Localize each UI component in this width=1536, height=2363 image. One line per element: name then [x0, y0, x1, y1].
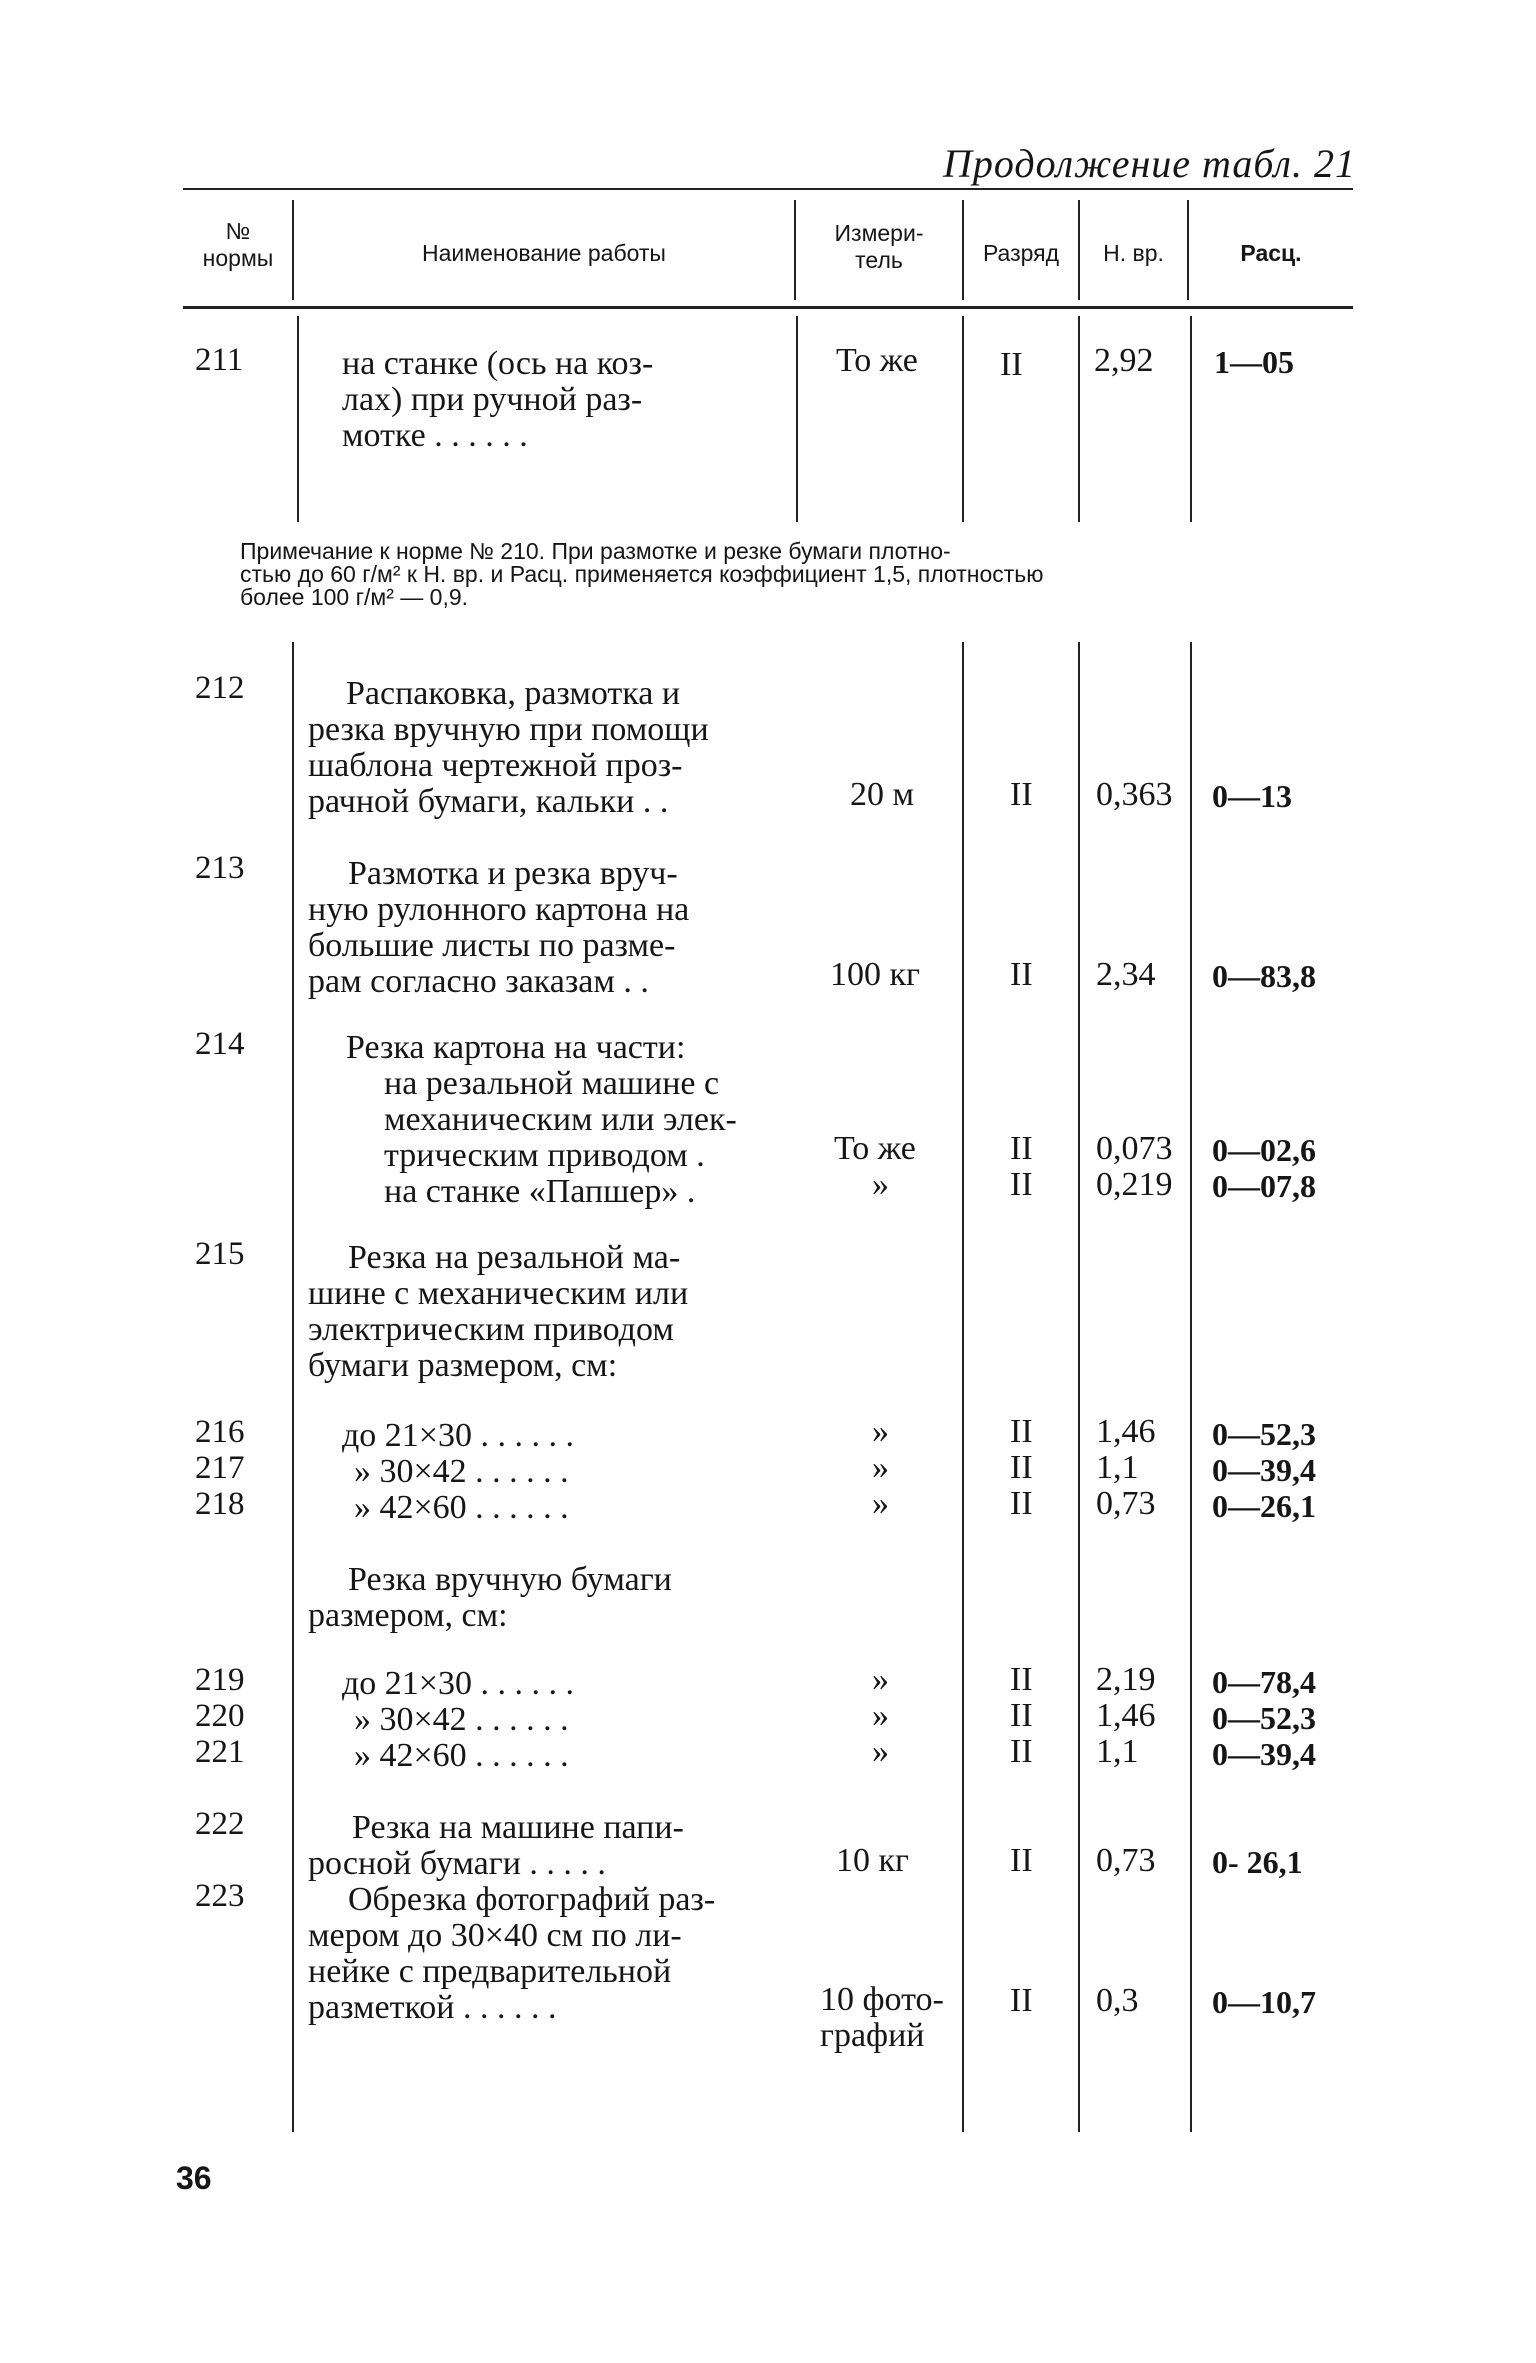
page-number: 36: [176, 2160, 212, 2196]
col-divider: [796, 316, 798, 522]
rows-219-221-rates: [1212, 1664, 1316, 1772]
unit-line: 10 фото-: [820, 1981, 944, 2018]
row-214-number: 214: [195, 1026, 245, 1062]
rows-216-218-descriptions: [342, 1418, 574, 1526]
desc-line: на резальной машине с: [384, 1065, 720, 1102]
rate-cell: 0—52,3: [1212, 1700, 1316, 1736]
note-line: Примечание к норме № 210. При размотке и резке бумаги плотно-: [240, 538, 951, 564]
table-continuation-caption: Продолжение табл. 21: [942, 141, 1356, 186]
header-grade: Разряд: [982, 240, 1060, 266]
unit-cell: »: [872, 1485, 889, 1522]
header-bottom-rule: [183, 306, 1353, 309]
grade-cell: II: [1010, 1485, 1033, 1522]
row-number: 217: [195, 1450, 245, 1486]
row-211-unit: То же: [836, 342, 918, 379]
desc-line: росной бумаги . . . . .: [308, 1845, 606, 1882]
unit-cell: »: [872, 1449, 889, 1486]
rows-216-218-times: [1096, 1414, 1156, 1522]
unit-cell: »: [872, 1413, 889, 1450]
row-212-number: 212: [195, 670, 245, 706]
row-212-rate: 0—13: [1212, 778, 1292, 814]
grade-cell: II: [1010, 1413, 1033, 1450]
row-214b-grade: II: [1010, 1166, 1033, 1203]
desc-line: на станке (ось на коз-: [342, 345, 654, 382]
row-211-time: 2,92: [1094, 342, 1154, 379]
row-214a-unit: То же: [834, 1130, 916, 1167]
header-unit-line2: тель: [855, 247, 903, 273]
unit-cell: »: [872, 1661, 889, 1698]
row-212-time: 0,363: [1096, 776, 1173, 813]
rows-219-221-grades: [1010, 1662, 1033, 1770]
desc-line: до 21×30 . . . . . .: [342, 1665, 574, 1702]
row-211-rate: 1—05: [1214, 344, 1294, 380]
time-cell: 1,1: [1096, 1733, 1139, 1770]
header-num-line1: №: [225, 218, 251, 244]
row-213-number: 213: [195, 850, 245, 886]
row-213-description: [308, 856, 689, 1000]
row-222-number: 222: [195, 1806, 245, 1842]
desc-line: ную рулонного картона на: [308, 891, 690, 928]
row-222-grade: II: [1010, 1842, 1033, 1879]
row-213-time: 2,34: [1096, 956, 1156, 993]
row-215-description: [308, 1240, 688, 1384]
row-214a-time: 0,073: [1096, 1130, 1173, 1167]
col-divider: [962, 642, 964, 2132]
col-divider: [1078, 642, 1080, 2132]
desc-line: Обрезка фотографий раз-: [348, 1881, 716, 1918]
row-222-rate: 0- 26,1: [1212, 1844, 1303, 1880]
row-212-description: [308, 676, 709, 820]
desc-line: мером до 30×40 см по ли-: [308, 1917, 682, 1954]
header-unit: [796, 220, 962, 274]
row-211-description: [342, 346, 653, 454]
row-211-grade: II: [1000, 346, 1023, 383]
desc-line: Размотка и резка вруч-: [348, 855, 678, 892]
row-213-unit: 100 кг: [830, 956, 920, 993]
row-215-number: 215: [195, 1236, 245, 1272]
desc-line: механическим или элек-: [384, 1101, 737, 1138]
desc-line: » 30×42 . . . . . .: [354, 1701, 569, 1738]
row-number: 218: [195, 1486, 245, 1522]
col-divider: [1190, 316, 1192, 522]
desc-line: рачной бумаги, кальки . .: [308, 783, 669, 820]
desc-line: шине с механическим или: [308, 1275, 689, 1312]
time-cell: 1,1: [1096, 1449, 1139, 1486]
grade-cell: II: [1010, 1449, 1033, 1486]
header-top-rule: [183, 188, 1353, 190]
row-223-description: [308, 1882, 715, 2026]
unit-cell: »: [872, 1697, 889, 1734]
header-norm-number: [183, 218, 293, 272]
row-214a-grade: II: [1010, 1130, 1033, 1167]
desc-line: шаблона чертежной проз-: [308, 747, 683, 784]
col-divider: [297, 316, 299, 522]
rate-cell: 0—52,3: [1212, 1416, 1316, 1452]
row-213-rate: 0—83,8: [1212, 958, 1316, 994]
row-222-unit: 10 кг: [836, 1842, 909, 1879]
desc-line: размером, см:: [308, 1597, 508, 1634]
desc-line: на станке «Папшер» .: [384, 1173, 696, 1210]
header-rate: Расц.: [1240, 240, 1302, 266]
row-223-rate: 0—10,7: [1212, 1984, 1316, 2020]
rows-216-218-rates: [1212, 1416, 1316, 1524]
rate-cell: 0—39,4: [1212, 1452, 1316, 1488]
row-214-description: [308, 1030, 737, 1210]
grade-cell: II: [1010, 1697, 1033, 1734]
row-211-number: 211: [195, 342, 244, 378]
desc-line: нейке с предварительной: [308, 1953, 672, 1990]
row-number: 221: [195, 1734, 245, 1770]
manual-cutting-description: [308, 1562, 672, 1634]
row-223-grade: II: [1010, 1982, 1033, 2019]
row-number: 220: [195, 1698, 245, 1734]
table-note: [240, 540, 1355, 609]
row-214b-rate: 0—07,8: [1212, 1168, 1316, 1204]
col-divider: [1190, 642, 1192, 2132]
desc-line: Резка картона на части:: [346, 1029, 686, 1066]
note-line: более 100 г/м² — 0,9.: [240, 584, 469, 610]
rows-219-221-units: [872, 1662, 889, 1770]
row-223-number: 223: [195, 1878, 245, 1914]
desc-line: мотке . . . . . .: [342, 417, 528, 454]
header-num-line2: нормы: [202, 245, 274, 271]
row-223-time: 0,3: [1096, 1982, 1139, 2019]
row-222-time: 0,73: [1096, 1842, 1156, 1879]
rows-219-221-numbers: [195, 1662, 245, 1770]
desc-line: Распаковка, размотка и: [346, 675, 681, 712]
rows-219-221-descriptions: [342, 1666, 574, 1774]
desc-line: Резка на резальной ма-: [348, 1239, 681, 1276]
note-line: стью до 60 г/м² к Н. вр. и Расц. применяется коэффициент 1,5, плотностью: [240, 561, 1044, 587]
desc-line: резка вручную при помощи: [308, 711, 709, 748]
rate-cell: 0—26,1: [1212, 1488, 1316, 1524]
rate-cell: 0—78,4: [1212, 1664, 1316, 1700]
desc-line: разметкой . . . . . .: [308, 1989, 557, 2026]
row-212-unit: 20 м: [850, 776, 915, 813]
grade-cell: II: [1010, 1661, 1033, 1698]
rows-216-218-units: [872, 1414, 889, 1522]
col-divider: [1078, 316, 1080, 522]
rate-cell: 0—39,4: [1212, 1736, 1316, 1772]
unit-line: графий: [820, 2017, 925, 2054]
desc-line: трическим приводом .: [384, 1137, 705, 1174]
desc-line: Резка на машине папи-: [352, 1809, 684, 1846]
rows-216-218-grades: [1010, 1414, 1033, 1522]
header-work-name: Наименование работы: [422, 240, 666, 266]
rows-219-221-times: [1096, 1662, 1156, 1770]
desc-line: » 42×60 . . . . . .: [354, 1737, 569, 1774]
row-213-grade: II: [1010, 956, 1033, 993]
desc-line: » 42×60 . . . . . .: [354, 1489, 569, 1526]
time-cell: 0,73: [1096, 1485, 1156, 1522]
desc-line: Резка вручную бумаги: [348, 1561, 672, 1598]
desc-line: лах) при ручной раз-: [342, 381, 643, 418]
desc-line: электрическим приводом: [308, 1311, 674, 1348]
row-222-description: [308, 1810, 684, 1882]
row-214b-unit: »: [872, 1166, 889, 1203]
desc-line: большие листы по разме-: [308, 927, 676, 964]
header-unit-line1: Измери-: [834, 220, 924, 246]
time-cell: 1,46: [1096, 1697, 1156, 1734]
desc-line: до 21×30 . . . . . .: [342, 1417, 574, 1454]
row-212-grade: II: [1010, 776, 1033, 813]
time-cell: 1,46: [1096, 1413, 1156, 1450]
col-divider: [962, 316, 964, 522]
unit-cell: »: [872, 1733, 889, 1770]
col-divider: [292, 642, 294, 2132]
grade-cell: II: [1010, 1733, 1033, 1770]
row-214a-rate: 0—02,6: [1212, 1132, 1316, 1168]
row-223-unit: [820, 1982, 944, 2054]
row-214b-time: 0,219: [1096, 1166, 1173, 1203]
desc-line: » 30×42 . . . . . .: [354, 1453, 569, 1490]
row-number: 219: [195, 1662, 245, 1698]
time-cell: 2,19: [1096, 1661, 1156, 1698]
desc-line: бумаги размером, см:: [308, 1347, 618, 1384]
desc-line: рам согласно заказам . .: [308, 963, 649, 1000]
row-number: 216: [195, 1414, 245, 1450]
rows-216-218-numbers: [195, 1414, 245, 1522]
header-time: Н. вр.: [1103, 240, 1164, 266]
